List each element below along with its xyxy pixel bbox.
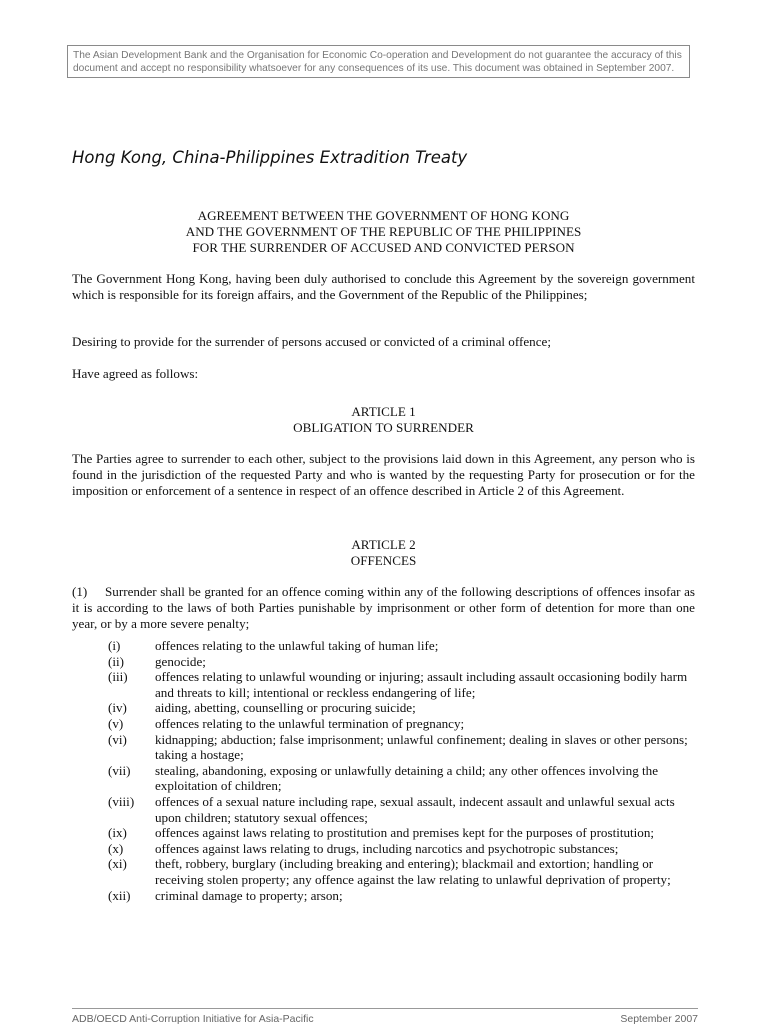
article-2-title: OFFENCES	[350, 553, 417, 568]
list-item	[108, 638, 698, 654]
list-item-text: offences against laws relating to prostitution and premises kept for the purposes of prostitution;	[155, 825, 655, 841]
list-item-number: (v)	[108, 715, 124, 731]
list-item-text: offences relating to the unlawful termination of pregnancy;	[155, 715, 465, 731]
list-item-text: criminal damage to property; arson;	[155, 887, 343, 903]
list-item-number: (i)	[108, 638, 121, 653]
article-1-heading	[72, 404, 695, 436]
list-item-number: (x)	[108, 840, 124, 856]
article-2-heading	[72, 537, 695, 569]
footer-source: ADB/OECD Anti-Corruption Initiative for Asia-Pacific	[72, 1013, 314, 1025]
agreement-heading-line-2: AND THE GOVERNMENT OF THE REPUBLIC OF THE PHILIPPINES	[185, 224, 582, 239]
list-item-text: offences relating to unlawful wounding or injuring; assault including assault occasioning bodily harm and threats to kill; intentional or reckless endangering of life;	[155, 669, 688, 700]
list-item-text: offences relating to the unlawful taking of human life;	[155, 638, 439, 653]
list-item	[108, 825, 698, 841]
article-2-number: ARTICLE 2	[351, 537, 416, 552]
agreement-heading	[72, 208, 695, 256]
preamble-paragraph-1: The Government Hong Kong, having been duly authorised to conclude this Agreement by the sovereign government which is responsible for its foreign affairs, and the Government of the Republic of the Philippines;	[72, 271, 695, 302]
list-item	[108, 669, 698, 700]
list-item-text: offences against laws relating to drugs, including narcotics and psychotropic substances;	[155, 840, 619, 856]
list-item-number: (ix)	[108, 825, 127, 841]
list-item-number: (vii)	[108, 762, 131, 778]
list-item-number: (vi)	[108, 731, 127, 747]
list-item-text: stealing, abandoning, exposing or unlawfully detaining a child; any other offences involving the exploitation of children;	[155, 762, 659, 794]
article-2-intro: (1) Surrender shall be granted for an offence coming within any of the following descriptions of offences insofar as it is according to the laws of both Parties punishable by imprisonment or other form of detention for more than one year, or by a more severe penalty;	[72, 584, 695, 631]
list-item-number: (xi)	[108, 856, 127, 872]
list-item-number: (viii)	[108, 793, 135, 809]
list-item	[108, 716, 698, 732]
agreement-heading-line-1: AGREEMENT BETWEEN THE GOVERNMENT OF HONG KONG	[197, 208, 570, 223]
preamble-paragraph-3: Have agreed as follows:	[72, 366, 199, 381]
list-item-text: aiding, abetting, counselling or procuring suicide;	[155, 700, 416, 716]
disclaimer-box: The Asian Development Bank and the Organisation for Economic Co-operation and Development do not guarantee the accuracy of this document and accept no responsibility whatsoever for any consequences of its use. This document was obtained in September 2007.	[67, 45, 690, 78]
list-item	[108, 763, 698, 794]
footer-divider	[72, 1008, 698, 1009]
list-item-number: (iv)	[108, 700, 127, 716]
list-item-text: theft, robbery, burglary (including breaking and entering); blackmail and extortion; handling or receiving stolen property; any offence against the law relating to unlawful deprivation of property;	[155, 856, 671, 887]
list-item-text: offences of a sexual nature including rape, sexual assault, indecent assault and unlawful sexual acts upon children; statutory sexual offences;	[155, 793, 675, 825]
list-item-number: (ii)	[108, 653, 124, 669]
footer-date: September 2007	[620, 1013, 698, 1025]
document-title: Hong Kong, China-Philippines Extradition Treaty	[72, 148, 468, 167]
list-item-text: kidnapping; abduction; false imprisonment; unlawful confinement; dealing in slaves or other persons; taking a hostage;	[155, 731, 688, 763]
agreement-heading-line-3: FOR THE SURRENDER OF ACCUSED AND CONVICTED PERSON	[192, 240, 575, 255]
list-item	[108, 888, 698, 904]
list-item-number: (iii)	[108, 669, 128, 685]
list-item	[108, 700, 698, 716]
article-1-title: OBLIGATION TO SURRENDER	[293, 420, 474, 435]
list-item	[108, 841, 698, 857]
preamble-paragraph-2: Desiring to provide for the surrender of persons accused or convicted of a criminal offence;	[72, 334, 551, 349]
list-item	[108, 654, 698, 670]
list-item	[108, 794, 698, 825]
list-item-number: (xii)	[108, 887, 131, 903]
list-item-text: genocide;	[155, 653, 206, 669]
list-item	[108, 732, 698, 763]
list-item	[108, 856, 698, 887]
article-1-text: The Parties agree to surrender to each other, subject to the provisions laid down in this Agreement, any person who is found in the jurisdiction of the requested Party and who is wanted by the requesting Party for prosecution or for the imposition or enforcement of a sentence in respect of an offence described in Article 2 of this Agreement.	[72, 451, 695, 498]
article-1-number: ARTICLE 1	[351, 404, 416, 419]
offence-list	[108, 638, 698, 903]
